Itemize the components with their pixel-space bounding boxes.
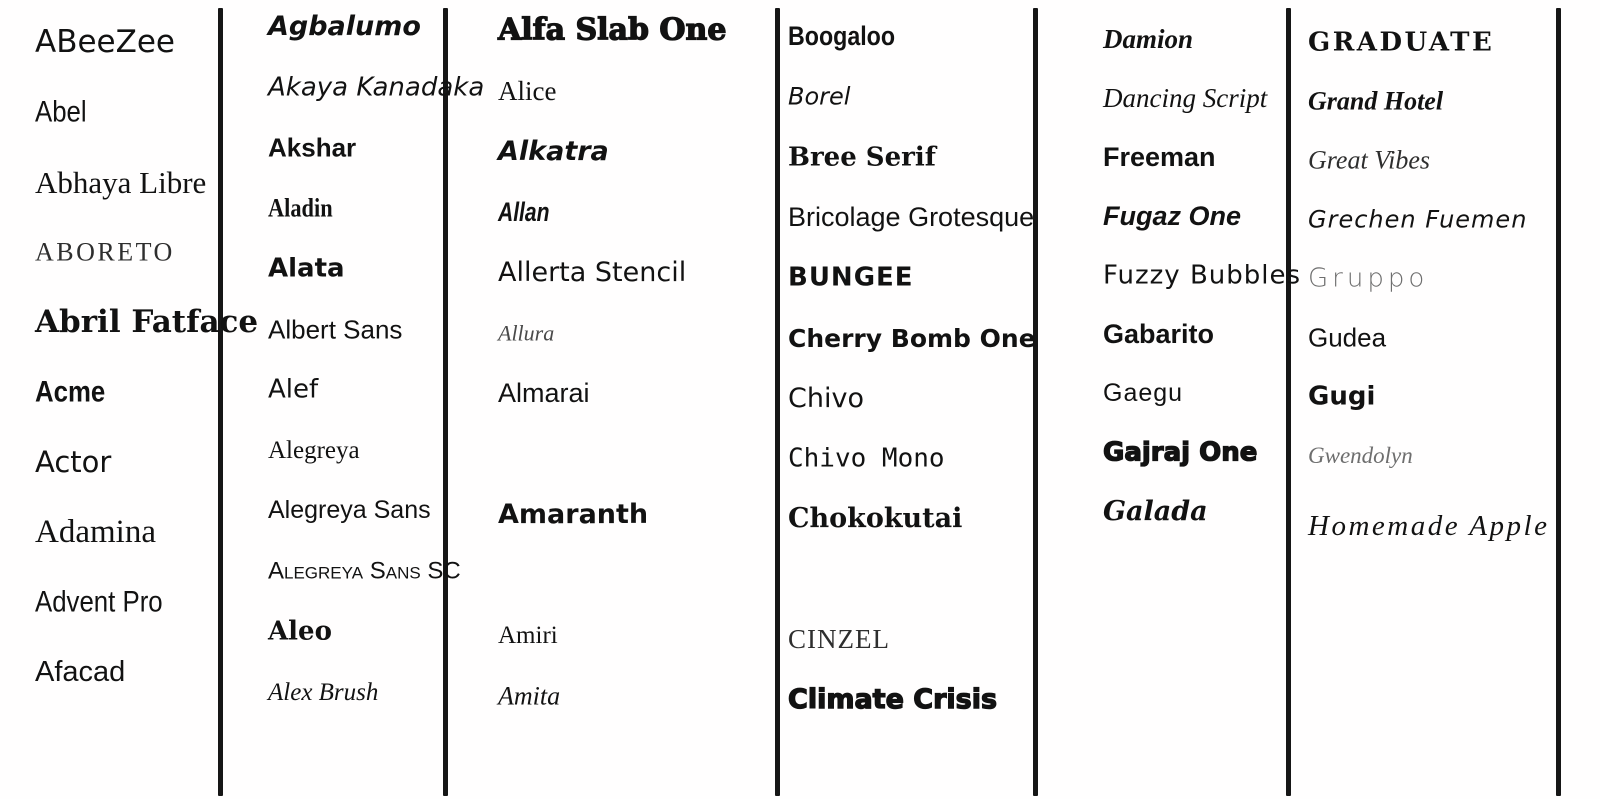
font-item-label: Dancing Script	[1103, 82, 1268, 113]
font-item-label: Gruppo	[1308, 263, 1429, 294]
font-item	[788, 323, 1036, 353]
font-item-label: Actor	[35, 444, 112, 479]
font-item	[35, 444, 112, 479]
font-item-label: Alata	[268, 253, 345, 284]
font-item	[1308, 444, 1413, 467]
font-item-label: Allan	[498, 196, 550, 227]
font-item-label: Freeman	[1103, 141, 1216, 172]
font-item	[1103, 82, 1268, 113]
font-item	[268, 438, 360, 463]
font-item-label: Allura	[498, 320, 555, 346]
font-item	[788, 201, 1035, 232]
font-item	[788, 382, 864, 414]
font-item-label: Great Vibes	[1308, 145, 1431, 175]
font-item	[1308, 263, 1429, 294]
font-item-label: Agbalumo	[268, 10, 421, 42]
font-item-label: Cherry Bomb One	[788, 323, 1036, 353]
font-item-label: Grechen Fuemen	[1308, 205, 1528, 234]
font-item-label: Gajraj One	[1103, 437, 1258, 468]
font-item	[498, 198, 564, 225]
font-item	[498, 135, 609, 167]
font-item-label: GRADUATE	[1308, 27, 1495, 58]
font-item-label: Acme	[35, 375, 106, 409]
column-divider	[775, 8, 780, 796]
font-item	[1103, 495, 1208, 527]
font-item-label: Chivo	[788, 382, 864, 414]
font-item-label: Aleo	[268, 616, 332, 647]
font-item-label: Alegreya Sans SC	[268, 557, 461, 585]
font-item	[268, 616, 332, 647]
font-item	[268, 71, 485, 102]
column-divider	[1286, 8, 1291, 796]
font-column-5	[1103, 0, 1302, 799]
font-item	[35, 513, 156, 550]
font-item-label: Abel	[35, 95, 87, 129]
font-item	[1103, 200, 1242, 231]
font-item	[35, 23, 175, 60]
font-item	[35, 377, 117, 407]
font-item	[788, 142, 936, 173]
font-column-3	[498, 0, 773, 799]
font-item	[1103, 141, 1216, 172]
font-item	[788, 684, 998, 716]
font-item-label: Akaya Kanadaka	[268, 71, 485, 102]
font-item-label: Chokokutai	[788, 503, 963, 535]
font-item-label: Akshar	[268, 132, 357, 163]
font-column-1	[35, 0, 259, 799]
font-item	[1103, 318, 1215, 349]
font-item-label: Alfa Slab One	[498, 12, 727, 48]
font-item-label: Amiri	[498, 622, 558, 649]
font-item	[1103, 437, 1258, 468]
font-item-label: Alef	[268, 374, 319, 405]
font-item-label: Fuzzy Bubbles	[1103, 260, 1302, 291]
font-item-label: Borel	[788, 82, 851, 111]
font-item	[788, 443, 945, 474]
font-column-6	[1308, 0, 1554, 799]
font-item	[788, 20, 912, 51]
font-item	[268, 498, 431, 523]
font-item	[268, 680, 378, 705]
font-item-label: Alegreya Sans	[268, 496, 431, 524]
font-item-label: Chivo Mono	[788, 443, 945, 474]
font-item-label: Adamina	[35, 513, 156, 550]
font-item	[498, 680, 561, 710]
font-item-label: Almarai	[498, 377, 590, 408]
font-item-label: Amita	[498, 680, 561, 710]
column-divider	[443, 8, 448, 796]
font-item	[1103, 381, 1183, 406]
font-item	[1308, 27, 1495, 58]
font-item-label: ABORETO	[35, 237, 175, 267]
font-item	[268, 559, 461, 583]
font-item-label: Amaranth	[498, 498, 649, 530]
font-item-label: Gudea	[1308, 322, 1387, 353]
font-item	[498, 623, 558, 648]
font-item-label: Afacad	[35, 655, 126, 688]
font-item-label: Gugi	[1308, 381, 1376, 412]
font-item	[498, 377, 590, 408]
column-divider	[1556, 8, 1561, 796]
font-item	[268, 10, 421, 42]
font-item-label: ABeeZee	[35, 23, 175, 60]
font-item	[268, 313, 403, 344]
font-item-label: Albert Sans	[268, 313, 403, 344]
font-item	[1308, 147, 1430, 173]
font-item-label: Climate Crisis	[788, 684, 998, 716]
font-item	[498, 498, 649, 530]
font-item	[1308, 322, 1387, 353]
font-item-label: CINZEL	[788, 623, 890, 654]
font-item	[268, 253, 345, 284]
font-column-2	[268, 0, 485, 799]
font-item	[35, 303, 259, 340]
font-item	[788, 503, 963, 535]
font-item-label: BUNGEE	[788, 262, 914, 293]
font-item-label: Bree Serif	[788, 142, 936, 173]
font-item	[1308, 88, 1443, 114]
font-item	[1103, 260, 1302, 291]
font-item-label: Bricolage Grotesque	[788, 201, 1035, 232]
font-item-label: Gwendolyn	[1308, 443, 1413, 469]
font-item	[498, 12, 727, 48]
font-item	[1308, 205, 1528, 234]
font-item-label: Alkatra	[498, 135, 609, 167]
font-item-label: Abhaya Libre	[35, 164, 207, 200]
font-item-label: Alice	[498, 75, 557, 106]
font-column-4	[788, 0, 1036, 799]
font-item-label: Fugaz One	[1103, 200, 1242, 231]
font-item	[268, 374, 319, 405]
font-item-label: Allerta Stencil	[498, 256, 687, 288]
font-item	[35, 655, 126, 688]
font-item	[35, 587, 183, 617]
column-divider	[218, 8, 223, 796]
font-item	[268, 192, 343, 222]
font-item-label: Boogaloo	[788, 20, 896, 51]
font-item-label: Abril Fatface	[35, 303, 259, 340]
font-item-label: Damion	[1103, 23, 1194, 54]
font-item-label: Advent Pro	[35, 585, 163, 619]
font-item	[788, 262, 914, 293]
font-item	[498, 256, 687, 288]
font-item-label: Galada	[1103, 495, 1208, 527]
font-item	[498, 77, 556, 104]
font-item-label: Gaegu	[1103, 379, 1184, 407]
font-item	[498, 322, 554, 344]
font-item-label: Alex Brush	[268, 678, 379, 706]
font-item	[35, 97, 95, 127]
font-item	[1308, 509, 1550, 542]
font-item-label: Aladin	[268, 192, 333, 222]
font-item	[35, 164, 207, 200]
font-item	[35, 239, 175, 265]
font-item	[788, 82, 851, 111]
font-item-label: Homemade Apple	[1308, 509, 1550, 542]
font-item	[1103, 23, 1194, 54]
column-divider	[1033, 8, 1038, 796]
font-item-label: Gabarito	[1103, 318, 1215, 349]
font-item-label: Alegreya	[268, 436, 360, 464]
font-item	[1308, 381, 1376, 412]
font-item-label: Grand Hotel	[1308, 86, 1444, 116]
font-item	[788, 623, 890, 654]
font-item	[268, 132, 357, 163]
